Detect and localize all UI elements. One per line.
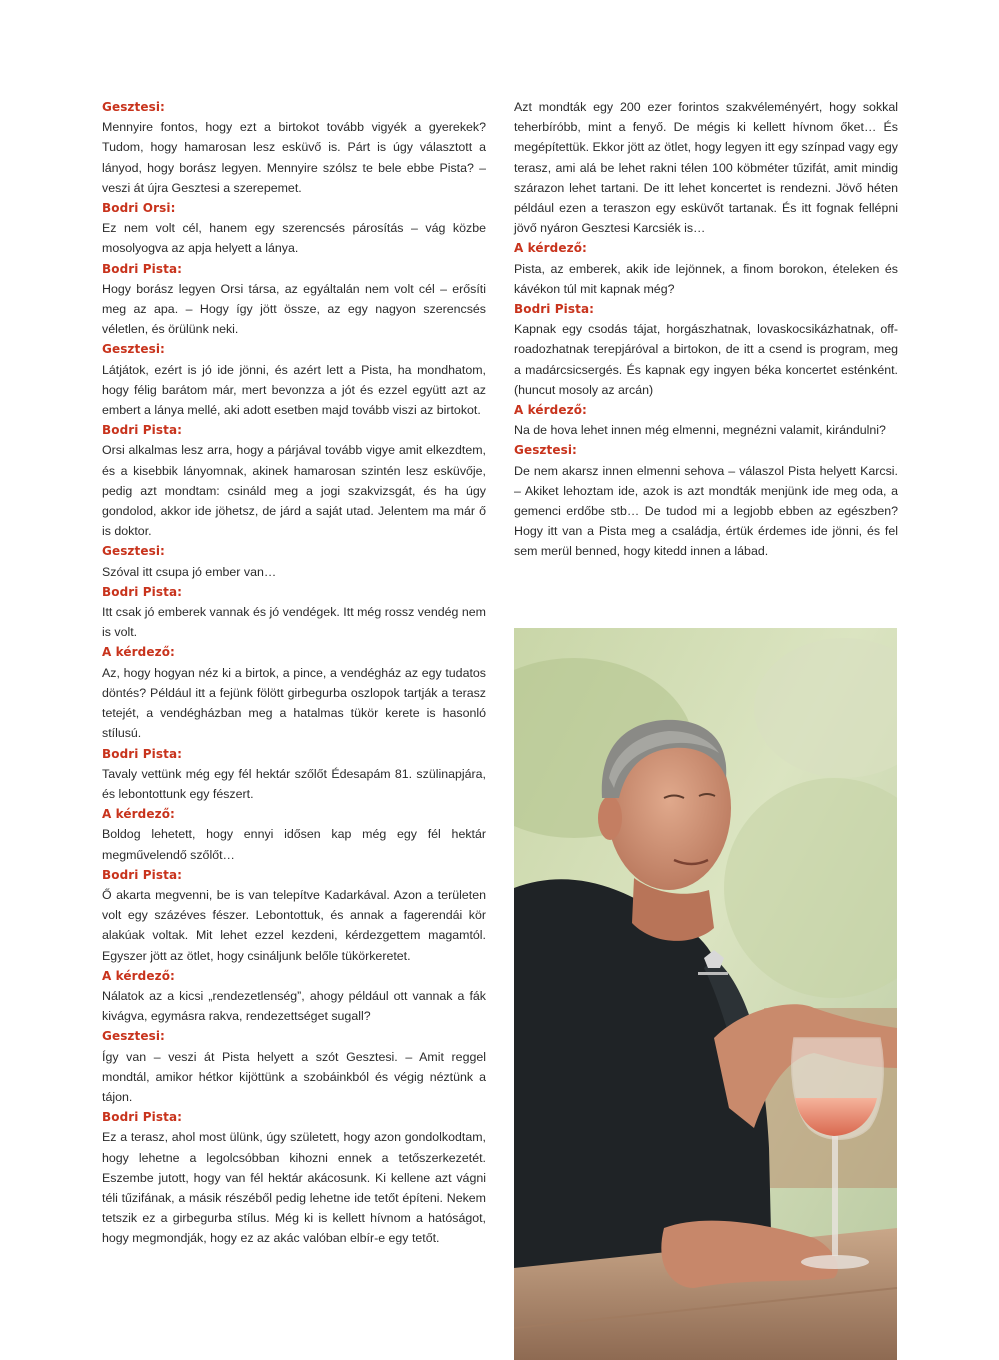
- right-paragraph: Azt mondták egy 200 ezer forintos szakvéleményért, hogy sokkal teherbíróbb, mint a fenyő. De mégis ki kellett hívnom őket… És megépítettük. Ekkor jött az ötlet, hogy legyen itt egy színpad vagy egy terasz, ami alá be lehet rakni télen 100 köbméter tűzifát, amit mindig szárazon lehet tartani. De itt lehet koncertet is rendezni. Jövő héten például ezen a teraszon egy esküvőt tartanak. És itt fognak fellépni jövő nyáron Gesztesi Karcsiék is…: [514, 100, 898, 236]
- right-paragraph: Pista, az emberek, akik ide lejönnek, a finom borokon, ételeken és kávékon túl mit kapnak még?: [514, 261, 898, 296]
- left-paragraph: Az, hogy hogyan néz ki a birtok, a pince, a vendégház az egy tudatos döntés? Például itt a fejünk fölött girbegurba oszlopok tartják a terasz tetejét, a vendégházban meg a hatalmas tükör kerete is hasonló stílusú.: [102, 665, 486, 741]
- left-speaker-label: A kérdező:: [102, 645, 175, 660]
- left-speaker-label: A kérdező:: [102, 807, 175, 822]
- left-speaker-label: Bodri Pista:: [102, 1110, 183, 1125]
- right-speaker-label: A kérdező:: [514, 241, 587, 256]
- left-paragraph: Nálatok az a kicsi „rendezetlenség”, ahogy például ott vannak a fák kivágva, egymásra rakva, rendezettséget sugall?: [102, 988, 486, 1024]
- left-paragraph: Ez a terasz, ahol most ülünk, úgy született, hogy azon gondolkodtam, hogy lehetne a legolcsóbban kihozni ennek a tetőszerkezetét. Eszembe jutott, hogy van fél hektár akácosunk. Ki kellene azt vágni téli tűzifának, a másik részéből pedig lehetne ide tetőt építeni. Nekem tetszik ez a girbegurba stílus. Még ki is kellett hívnom a hatóságot, hogy megmondják, hogy ez az akác valóban elbír-e egy tetőt.: [102, 1130, 486, 1246]
- left-speaker-label: Bodri Pista:: [102, 261, 183, 276]
- left-paragraph: Mennyire fontos, hogy ezt a birtokot tovább vigyék a gyerekek? Tudom, hogy hamarosan lesz esküvő is. Párt is úgy választott a lányod, hogy borász legyen. Mennyire szólsz te bele ebbe Pista? – veszi át újra Gesztesi a szerepemet.: [102, 120, 486, 195]
- right-speaker-label: Gesztesi:: [514, 443, 577, 458]
- left-paragraph: Látjátok, ezért is jó ide jönni, és azért lett a Pista, ha mondhatom, hogy félig barátom már, mert bevonzza a jót és ezzel együtt azt az embert a lánya mellé, aki adott esetben majd tovább viszi az birtokot.: [102, 362, 486, 418]
- left-speaker-label: A kérdező:: [102, 968, 175, 983]
- left-paragraph: Hogy borász legyen Orsi társa, az egyáltalán nem volt cél – erősíti meg az apa. – Hogy így jött össze, az egy nagyon szerencsés véletlen, és örülünk neki.: [102, 281, 486, 337]
- left-paragraph: Tavaly vettünk még egy fél hektár szőlőt Édesapám 81. szülinapjára, és lebontottunk egy fészert.: [102, 766, 486, 801]
- left-speaker-label: Gesztesi:: [102, 342, 165, 357]
- left-column: [102, 97, 486, 1249]
- left-paragraph: Ő akarta megvenni, be is van telepítve Kadarkával. Azon a területen volt egy százéves fészer. Lebontottuk, és annak a fagerendái kör alakúak voltak. Mit lehet ezzel kezdeni, kérdezgettem magamtól. Egyszer jött az ötlet, hogy csináljunk belőle tükörkeretet.: [102, 887, 486, 963]
- left-speaker-label: Gesztesi:: [102, 544, 165, 559]
- right-speaker-label: A kérdező:: [514, 403, 587, 418]
- left-paragraph: Orsi alkalmas lesz arra, hogy a párjával tovább vigye amit elkezdtem, és a kisebbik lányomnak, akinek hamarosan szintén lesz esküvője, pedig azt mondtam: csináld meg a jogi szakvizsgát, és ha úgy gondolod, akkor ide jöhetsz, de járd a saját utad. Jelentem ma már ő is doktor.: [102, 443, 486, 539]
- left-speaker-label: Bodri Pista:: [102, 746, 183, 761]
- left-speaker-label: Bodri Pista:: [102, 867, 183, 882]
- portrait-image: [514, 628, 897, 1360]
- left-paragraph: Szóval itt csupa jó ember van…: [102, 564, 277, 579]
- left-paragraph: Ez nem volt cél, hanem egy szerencsés párosítás – vág közbe mosolyogva az apja helyett a lánya.: [102, 221, 486, 256]
- left-speaker-label: Bodri Pista:: [102, 584, 183, 599]
- right-paragraph: De nem akarsz innen elmenni sehova – válaszol Pista helyett Karcsi. – Akiket lehoztam ide, azok is azt mondták menjünk ide meg oda, a gemenci erdőbe stb… De tudod mi a legjobb ebben az egészben? Hogy itt van a Pista meg a családja, értük érdemes ide jönni, és fel sem merül benned, hogy kitedd innen a lábad.: [514, 463, 898, 559]
- right-speaker-label: Bodri Pista:: [514, 302, 595, 317]
- right-paragraph: Na de hova lehet innen még elmenni, megnézni valamit, kirándulni?: [514, 423, 886, 438]
- left-paragraph: Itt csak jó emberek vannak és jó vendégek. Itt még rossz vendég nem is volt.: [102, 605, 486, 640]
- left-speaker-label: Bodri Pista:: [102, 423, 183, 438]
- left-paragraph: Boldog lehetett, hogy ennyi idősen kap még egy fél hektár megművelendő szőlőt…: [102, 827, 486, 862]
- portrait-photo: [514, 628, 897, 1360]
- left-speaker-label: Bodri Orsi:: [102, 201, 176, 216]
- left-paragraph: Így van – veszi át Pista helyett a szót Gesztesi. – Amit reggel mondtál, amikor hétkor kijöttünk a szobáinkból és végig néztünk a tájon.: [102, 1049, 486, 1104]
- right-column: [514, 97, 898, 562]
- left-speaker-label: Gesztesi:: [102, 1029, 165, 1044]
- right-paragraph: Kapnak egy csodás tájat, horgászhatnak, lovaskocsikázhatnak, off-roadozhatnak terepjáróval a birtokon, de itt a csend is program, meg a madárcsicsergés. És kapnak egy ingyen béka koncertet esténként. (huncut mosoly az arcán): [514, 322, 898, 397]
- left-speaker-label: Gesztesi:: [102, 100, 165, 114]
